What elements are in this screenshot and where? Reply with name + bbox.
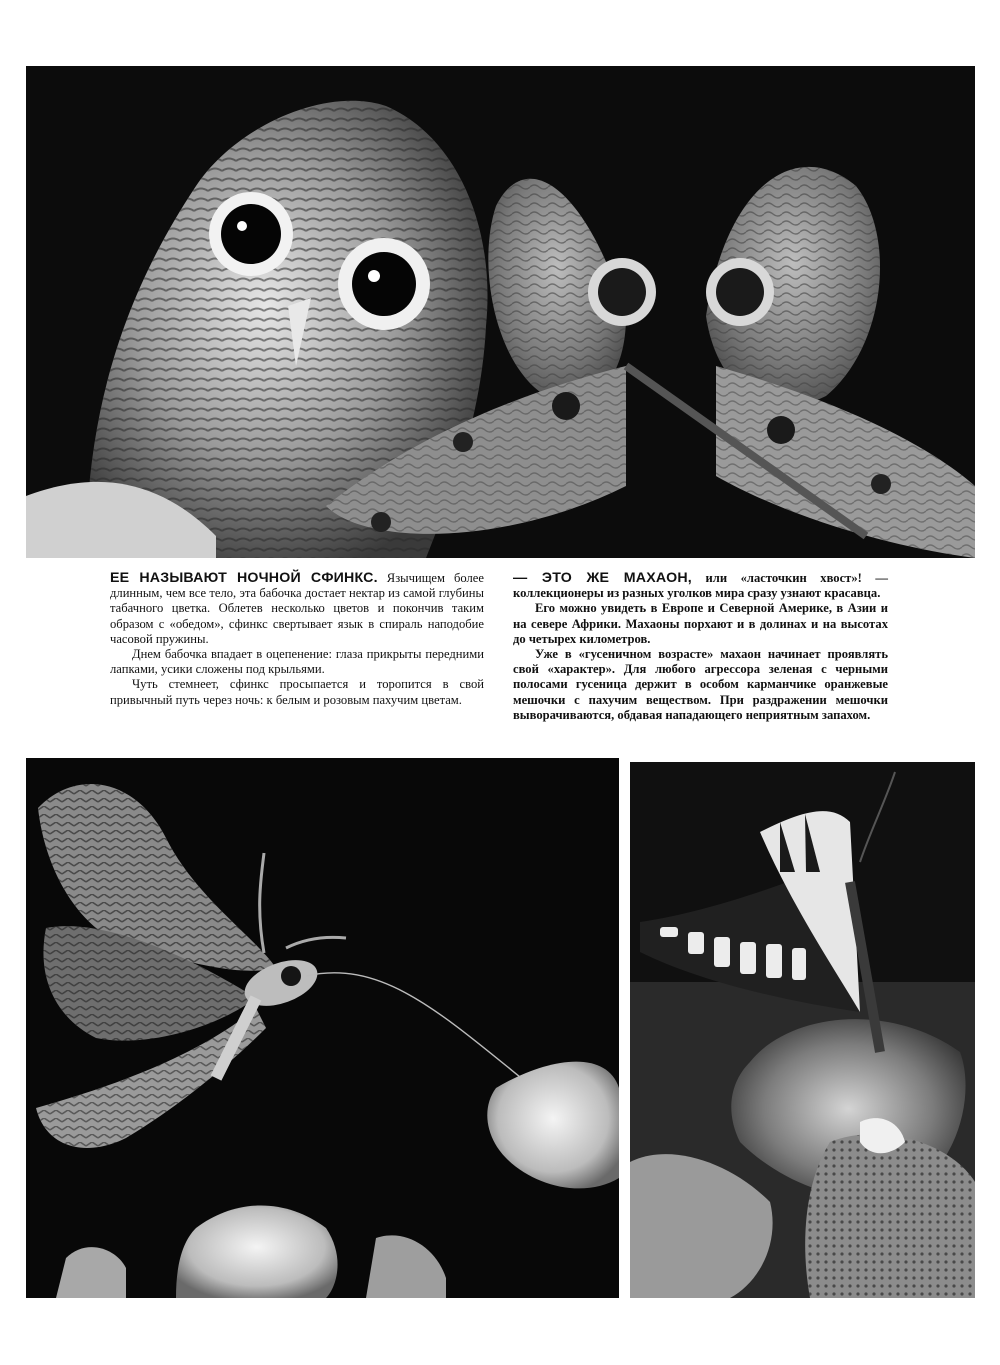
- owl-and-butterfly-photo: [26, 66, 975, 558]
- hawk-moth-photo: [26, 758, 619, 1298]
- swallowtail-paragraph-3: Уже в «гусеничном возрасте» махаон начинает проявлять свой «характер». Для любого агрессора зеленая с черными полосами гусеница держит в особом карманчике оранжевые мешочки с пахучим веществом. При раздражении мешочки выворачиваются, обдавая нападающего неприятным запахом.: [513, 647, 888, 722]
- sphinx-paragraph-3: Чуть стемнеет, сфинкс просыпается и торопится в свой привычный путь через ночь: к белым и розовым пахучим цветам.: [110, 677, 484, 707]
- swallowtail-photo: [630, 762, 975, 1298]
- swallowtail-paragraph-1: или «ласточкин хвост»! — коллекционеры из разных уголков мира сразу узнают красавца.: [513, 571, 888, 601]
- swallowtail-article-title: — ЭТО ЖЕ МАХАОН,: [513, 570, 692, 586]
- hawk-moth-illustration: [26, 758, 619, 1298]
- swallowtail-article: [513, 571, 888, 723]
- swallowtail-paragraph-2: Его можно увидеть в Европе и Северной Америке, в Азии и на севере Африки. Махаоны порхают и в долинах и на высотах до четырех километров.: [513, 601, 888, 646]
- sphinx-paragraph-1: Язычищем более длинным, чем все тело, эта бабочка достает нектар из самой глубины табачного цветка. Облетев несколько цветов и покончив таким образом с «обедом», сфинкс свертывает язык в спираль наподобие часовой пружины.: [110, 571, 484, 646]
- sphinx-article: [110, 571, 484, 708]
- sphinx-article-title: ЕЕ НАЗЫВАЮТ НОЧНОЙ СФИНКС.: [110, 570, 378, 586]
- sphinx-paragraph-2: Днем бабочка впадает в оцепенение: глаза прикрыты передними лапками, усики сложены под крыльями.: [110, 647, 484, 677]
- swallowtail-illustration: [630, 762, 975, 1298]
- owl-and-butterfly-illustration: [26, 66, 975, 558]
